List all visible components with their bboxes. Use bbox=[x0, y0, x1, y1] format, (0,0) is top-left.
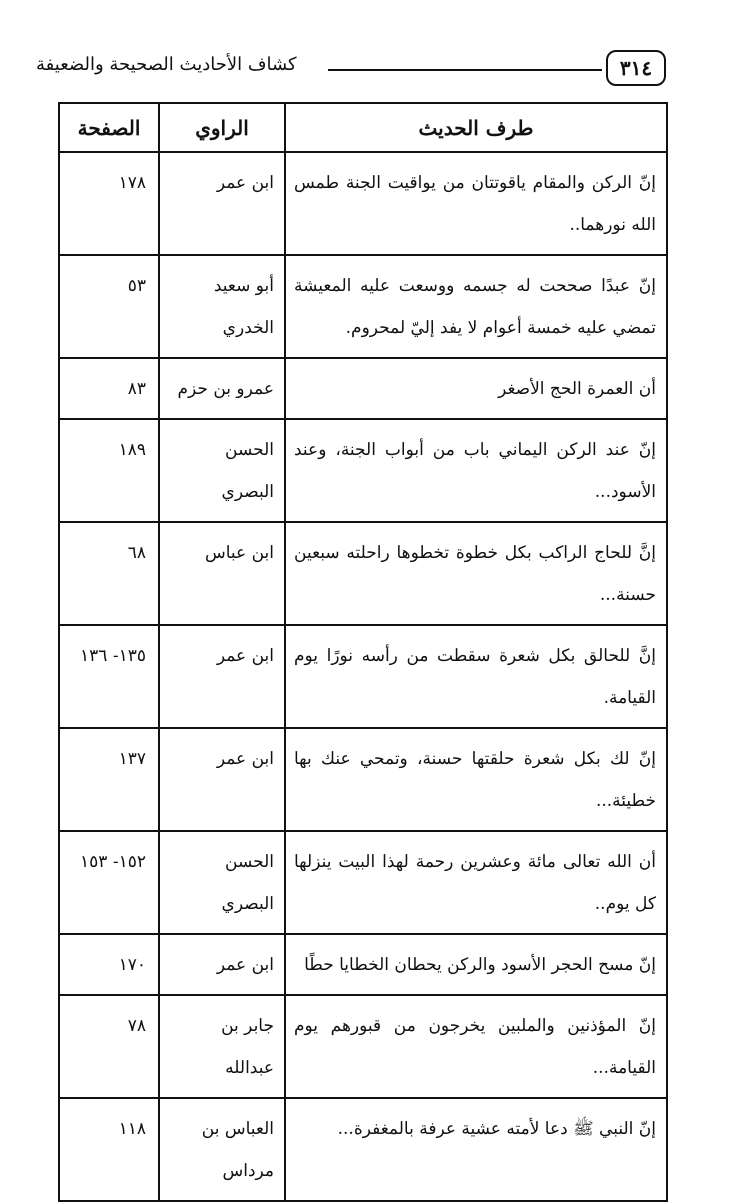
table-row bbox=[59, 419, 667, 522]
table-row bbox=[59, 934, 667, 995]
page-cell: ١٨٩ bbox=[59, 419, 159, 522]
page-cell: ١٧٨ bbox=[59, 152, 159, 255]
column-header-page: الصفحة bbox=[59, 103, 159, 152]
hadith-cell: إنّ عند الركن اليماني باب من أبواب الجنة، وعند الأسود... bbox=[285, 419, 667, 522]
page-cell: ١٥٢- ١٥٣ bbox=[59, 831, 159, 934]
page-cell: ٨٣ bbox=[59, 358, 159, 419]
hadith-cell: إنّ المؤذنين والملبين يخرجون من قبورهم يوم القيامة... bbox=[285, 995, 667, 1098]
page-cell: ٧٨ bbox=[59, 995, 159, 1098]
hadith-cell: إنّ عبدًا صححت له جسمه ووسعت عليه المعيشة تمضي عليه خمسة أعوام لا يفد إليّ لمحروم. bbox=[285, 255, 667, 358]
narrator-cell: ابن عباس bbox=[159, 522, 285, 625]
table-row bbox=[59, 255, 667, 358]
table-row bbox=[59, 625, 667, 728]
hadith-index-table bbox=[58, 102, 668, 1202]
narrator-cell: ابن عمر bbox=[159, 934, 285, 995]
page-cell: ١٣٧ bbox=[59, 728, 159, 831]
page-cell: ٦٨ bbox=[59, 522, 159, 625]
hadith-cell: إنّ الركن والمقام ياقوتتان من يواقيت الجنة طمس الله نورهما.. bbox=[285, 152, 667, 255]
hadith-cell: إنَّ للحاج الراكب بكل خطوة تخطوها راحلته سبعين حسنة... bbox=[285, 522, 667, 625]
narrator-cell: جابر بن عبدالله bbox=[159, 995, 285, 1098]
hadith-cell: إنّ مسح الحجر الأسود والركن يحطان الخطايا حطًا bbox=[285, 934, 667, 995]
table-row bbox=[59, 728, 667, 831]
page-number-box: ٣١٤ bbox=[606, 50, 666, 86]
table-row bbox=[59, 358, 667, 419]
table-row bbox=[59, 522, 667, 625]
hadith-cell: إنَّ للحالق بكل شعرة سقطت من رأسه نورًا يوم القيامة. bbox=[285, 625, 667, 728]
page-cell: ١١٨ bbox=[59, 1098, 159, 1201]
narrator-cell: العباس بن مرداس bbox=[159, 1098, 285, 1201]
hadith-cell: إنّ النبي ﷺ دعا لأمته عشية عرفة بالمغفرة... bbox=[285, 1098, 667, 1201]
narrator-cell: الحسن البصري bbox=[159, 831, 285, 934]
page-cell: ١٧٠ bbox=[59, 934, 159, 995]
running-title: كشاف الأحاديث الصحيحة والضعيفة bbox=[36, 54, 297, 75]
hadith-cell: أن الله تعالى مائة وعشرين رحمة لهذا البيت ينزلها كل يوم.. bbox=[285, 831, 667, 934]
table-row bbox=[59, 152, 667, 255]
narrator-cell: ابن عمر bbox=[159, 728, 285, 831]
narrator-cell: عمرو بن حزم bbox=[159, 358, 285, 419]
table-row bbox=[59, 831, 667, 934]
column-header-hadith: طرف الحديث bbox=[285, 103, 667, 152]
hadith-cell: إنّ لك بكل شعرة حلقتها حسنة، وتمحي عنك بها خطيئة... bbox=[285, 728, 667, 831]
narrator-cell: ابن عمر bbox=[159, 152, 285, 255]
table-row bbox=[59, 1098, 667, 1201]
narrator-cell: الحسن البصري bbox=[159, 419, 285, 522]
table-row bbox=[59, 995, 667, 1098]
narrator-cell: أبو سعيد الخدري bbox=[159, 255, 285, 358]
page-cell: ١٣٥- ١٣٦ bbox=[59, 625, 159, 728]
table-header-row bbox=[59, 103, 667, 152]
column-header-narrator: الراوي bbox=[159, 103, 285, 152]
running-header bbox=[36, 50, 666, 92]
hadith-cell: أن العمرة الحج الأصغر bbox=[285, 358, 667, 419]
narrator-cell: ابن عمر bbox=[159, 625, 285, 728]
header-rule bbox=[328, 69, 602, 71]
page-cell: ٥٣ bbox=[59, 255, 159, 358]
